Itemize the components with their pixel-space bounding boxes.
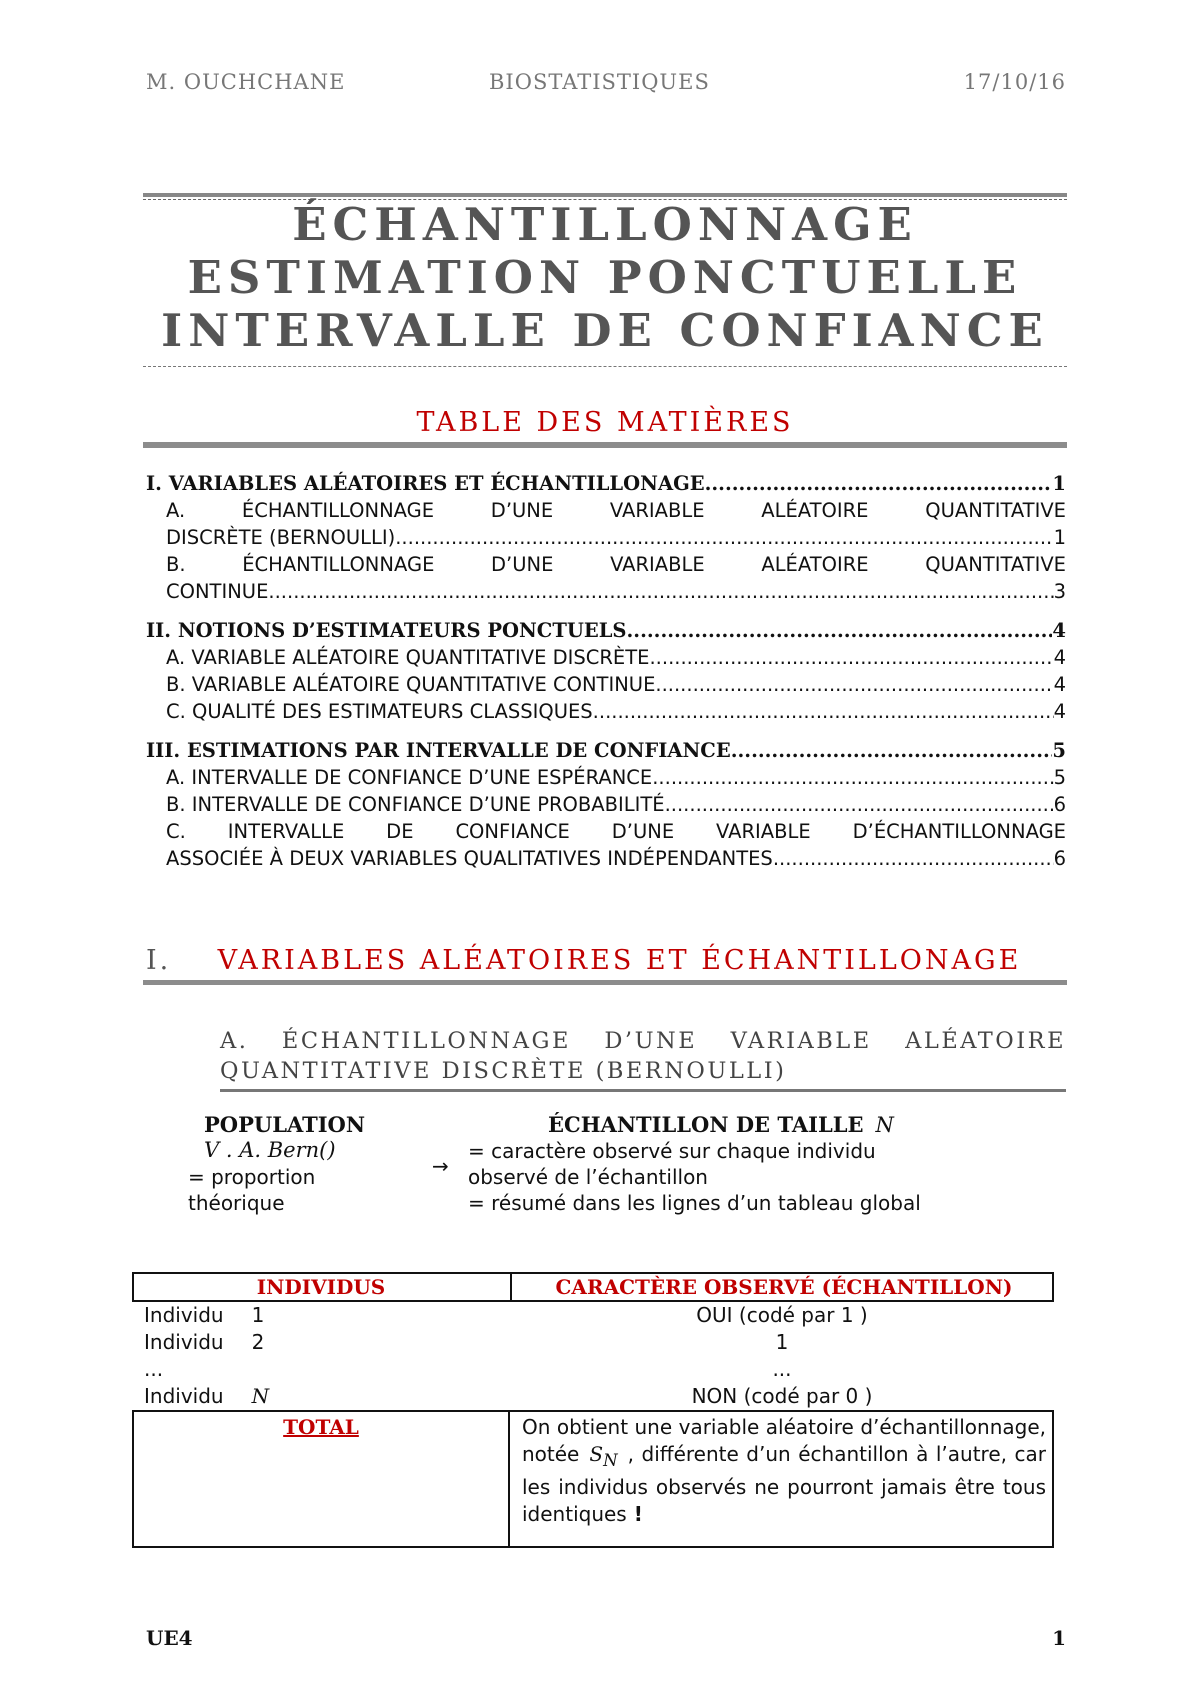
toc-entry-s2b[interactable]: B. VARIABLE ALÉATOIRE QUANTITATIVE CONTINUE ..... 4 <box>146 671 1066 698</box>
toc-entry-s1b-line2[interactable]: CONTINUE ..... 3 <box>146 578 1066 605</box>
toc-entry-s3c-line1[interactable]: C. INTERVALLE DE CONFIANCE D’UNE VARIABLE D’ÉCHANTILLONNAGE <box>166 820 1066 843</box>
toc-entry-s2[interactable]: II. NOTIONS D’ESTIMATEURS PONCTUELS ..... 4 <box>146 617 1066 644</box>
footer-left: UE4 <box>146 1626 193 1650</box>
population-variable: V . A. Bern() <box>204 1138 336 1162</box>
sample-line-3: = résumé dans les lignes d’un tableau global <box>468 1191 921 1215</box>
toc-entry-s1[interactable]: I. VARIABLES ALÉATOIRES ET ÉCHANTILLONAGE ..... 1 <box>146 470 1066 497</box>
running-header <box>146 70 1066 100</box>
table-of-contents <box>146 470 1066 872</box>
sample-size-symbol: N <box>875 1113 894 1137</box>
sample-line-1: = caractère observé sur chaque individu <box>468 1139 876 1163</box>
toc-entry-s3c-line2[interactable]: ASSOCIÉE À DEUX VARIABLES QUALITATIVES INDÉPENDANTES ..... 6 <box>146 845 1066 872</box>
toc-entry-s3a[interactable]: A. INTERVALLE DE CONFIANCE D’UNE ESPÉRANCE ..... 5 <box>146 764 1066 791</box>
subsection-line-2: QUANTITATIVE DISCRÈTE (BERNOULLI) <box>220 1058 787 1084</box>
section-heading <box>146 945 1066 976</box>
table-total-row <box>132 1410 1054 1548</box>
page-number: 1 <box>1052 1626 1066 1650</box>
population-proportion-line1: = proportion <box>188 1165 316 1189</box>
title-line-1: ÉCHANTILLONNAGE <box>292 198 918 251</box>
sample-table <box>132 1272 1054 1548</box>
population-proportion <box>188 1164 388 1216</box>
sample-title-text: ÉCHANTILLON DE TAILLE <box>548 1112 864 1137</box>
toc-entry-s2c[interactable]: C. QUALITÉ DES ESTIMATEURS CLASSIQUES ..... 4 <box>146 698 1066 725</box>
title-line-2: ESTIMATION PONCTUELLE <box>187 251 1023 304</box>
toc-entry-s1a-line1[interactable]: A. ÉCHANTILLONNAGE D’UNE VARIABLE ALÉATOIRE QUANTITATIVE <box>166 499 1066 522</box>
table-header-individus: INDIVIDUS <box>256 1275 386 1299</box>
section-number: I. <box>146 945 172 976</box>
subsection-line-1: A. ÉCHANTILLONNAGE D’UNE VARIABLE ALÉATOIRE <box>220 1028 1066 1054</box>
section-title: VARIABLES ALÉATOIRES ET ÉCHANTILLONAGE <box>217 945 1022 976</box>
title-rule-bottom <box>143 366 1067 367</box>
population-proportion-line2: théorique <box>188 1191 285 1215</box>
toc-entry-s1b-line1[interactable]: B. ÉCHANTILLONNAGE D’UNE VARIABLE ALÉATOIRE QUANTITATIVE <box>166 553 1066 576</box>
sample-line-2: observé de l’échantillon <box>468 1165 708 1189</box>
header-subject: BIOSTATISTIQUES <box>489 70 710 94</box>
total-description: On obtient une variable aléatoire d’échantillonnage, notée $S_N$ , différente d’un échantillon à l’autre, car les individus observés ne pourront jamais être tous identiques ! <box>522 1415 1046 1526</box>
header-author: M. OUCHCHANE <box>146 70 346 94</box>
document-title <box>143 198 1067 357</box>
table-header-caractere: CARACTÈRE OBSERVÉ (ÉCHANTILLON) <box>510 1274 1056 1300</box>
title-rule-top <box>143 193 1067 197</box>
subsection-heading <box>220 1026 1066 1086</box>
arrow-icon: → <box>432 1154 449 1178</box>
title-line-3: INTERVALLE DE CONFIANCE <box>161 304 1049 357</box>
toc-entry-s3b[interactable]: B. INTERVALLE DE CONFIANCE D’UNE PROBABILITÉ ..... 6 <box>146 791 1066 818</box>
sn-symbol: $S_N$ <box>589 1442 618 1470</box>
table-row: Individu N NON (codé par 0 ) <box>144 1384 873 1408</box>
table-row: ... ... <box>144 1357 792 1381</box>
toc-entry-s1a-line2[interactable]: DISCRÈTE (BERNOULLI) ..... 1 <box>146 524 1066 551</box>
table-row: Individu 2 1 <box>144 1330 789 1354</box>
table-header <box>132 1272 1054 1302</box>
sample-description <box>468 1138 921 1216</box>
toc-entry-s3[interactable]: III. ESTIMATIONS PAR INTERVALLE DE CONFIANCE ..... 5 <box>146 737 1066 764</box>
subsection-rule <box>220 1089 1066 1092</box>
header-date: 17/10/16 <box>963 70 1066 94</box>
section-rule <box>143 980 1067 985</box>
toc-rule <box>143 442 1067 448</box>
sample-title <box>548 1112 894 1137</box>
total-label: TOTAL <box>134 1412 510 1546</box>
table-row: Individu 1 OUI (codé par 1 ) <box>144 1303 868 1327</box>
population-title: POPULATION <box>204 1112 366 1137</box>
toc-heading: TABLE DES MATIÈRES <box>416 407 794 438</box>
toc-entry-s2a[interactable]: A. VARIABLE ALÉATOIRE QUANTITATIVE DISCRÈTE ..... 4 <box>146 644 1066 671</box>
